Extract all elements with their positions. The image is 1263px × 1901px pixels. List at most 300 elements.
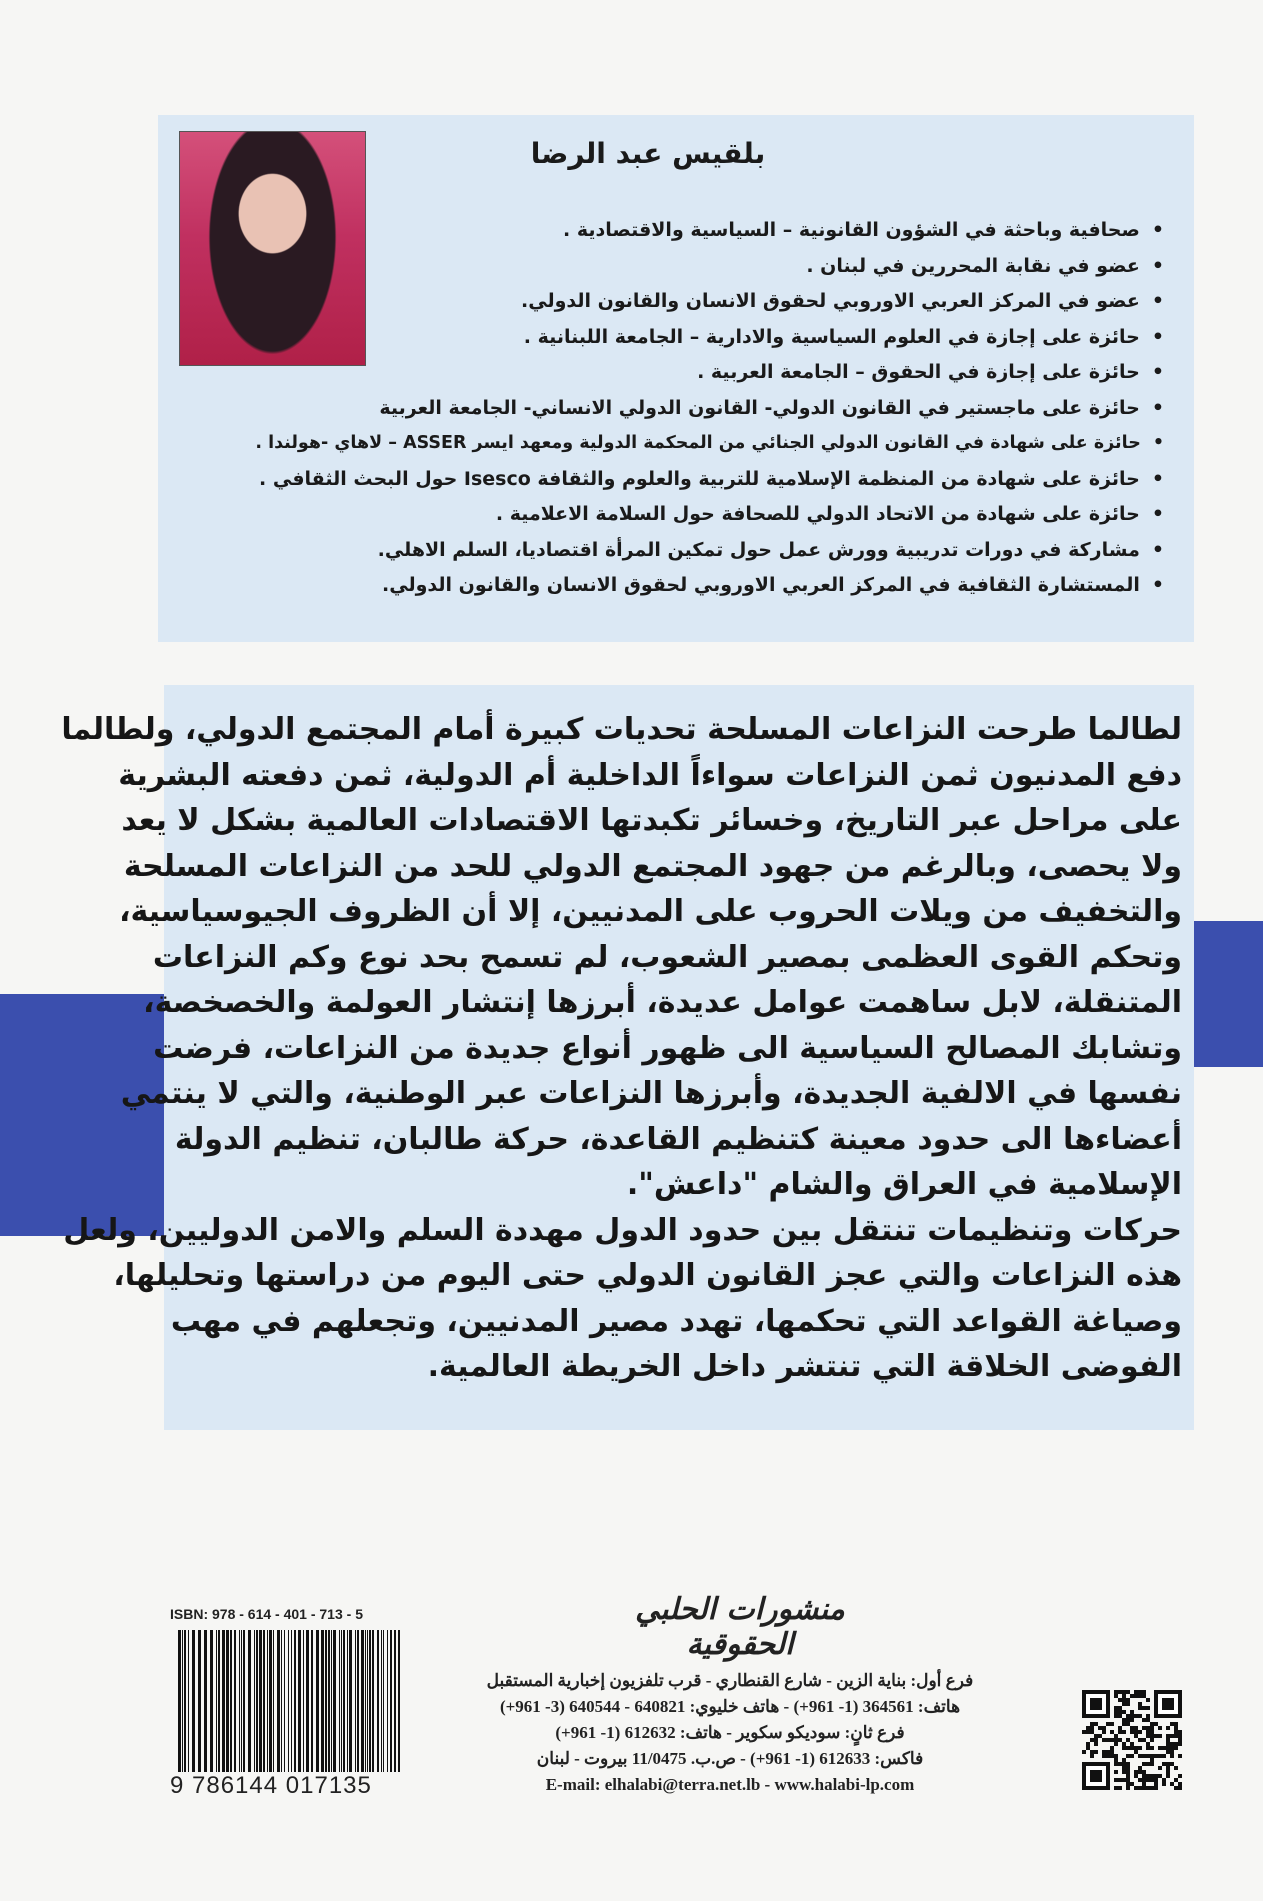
qr-module <box>1134 1774 1138 1778</box>
qr-module <box>1118 1786 1122 1790</box>
qr-module <box>1122 1766 1126 1770</box>
qr-module <box>1166 1742 1170 1746</box>
barcode-bar <box>204 1630 207 1776</box>
qr-module <box>1110 1730 1114 1734</box>
qr-module <box>1158 1754 1162 1758</box>
qr-module <box>1146 1762 1150 1766</box>
qr-module <box>1146 1754 1150 1758</box>
qr-module <box>1118 1698 1122 1702</box>
barcode-bar <box>291 1630 292 1776</box>
qr-module <box>1170 1734 1174 1738</box>
qr-module <box>1118 1762 1122 1766</box>
qr-module <box>1138 1730 1142 1734</box>
qr-module <box>1138 1706 1142 1710</box>
qr-module <box>1166 1738 1170 1742</box>
blurb-line: أعضاءها الى حدود معينة كتنظيم القاعدة، حركة طالبان، تنظيم الدولة <box>174 1121 1182 1157</box>
qr-module <box>1142 1718 1146 1722</box>
qr-module <box>1166 1762 1170 1766</box>
qr-module <box>1146 1786 1150 1790</box>
barcode-bar <box>321 1630 324 1776</box>
qr-module <box>1162 1754 1166 1758</box>
qr-module <box>1122 1722 1126 1726</box>
qr-module <box>1146 1774 1150 1778</box>
qr-module <box>1134 1734 1138 1738</box>
qr-module <box>1126 1774 1130 1778</box>
qr-module <box>1122 1770 1126 1774</box>
qr-module <box>1178 1754 1182 1758</box>
qr-module <box>1118 1690 1122 1694</box>
qr-module <box>1122 1746 1126 1750</box>
qr-module <box>1082 1730 1086 1734</box>
qr-module <box>1090 1730 1094 1734</box>
bio-item: • حائزة على شهادة في القانون الدولي الجنائي من المحكمة الدولية ومعهد ايسر ASSER – لاهاي -هولندا . <box>164 426 1164 462</box>
qr-module <box>1146 1778 1150 1782</box>
barcode-bar <box>241 1630 242 1776</box>
barcode-bar <box>361 1630 364 1776</box>
qr-module <box>1146 1706 1150 1710</box>
qr-module <box>1118 1730 1122 1734</box>
barcode-bar <box>239 1630 240 1776</box>
qr-module <box>1178 1738 1182 1742</box>
address-line: فاكس: 612633 (1- 961+) - ص.ب. 11/0475 بيروت - لبنان <box>536 1749 924 1768</box>
qr-module <box>1126 1698 1130 1702</box>
address-line: فرع ثانٍ: سوديكو سكوير - هاتف: 612632 (1- 961+) <box>555 1723 905 1742</box>
barcode-bar <box>387 1630 388 1776</box>
qr-module <box>1170 1746 1174 1750</box>
barcode-bar <box>333 1630 336 1776</box>
qr-module <box>1166 1746 1170 1750</box>
qr-module <box>1138 1690 1142 1694</box>
bio-item: • حائزة على شهادة من المنظمة الإسلامية للتربية والعلوم والثقافة Isesco حول البحث الثقافي . <box>164 462 1164 498</box>
qr-module <box>1102 1754 1106 1758</box>
qr-module <box>1122 1710 1126 1714</box>
qr-module <box>1110 1754 1114 1758</box>
blurb-line: والتخفيف من ويلات الحروب على المدنيين، إلا أن الظروف الجيوسياسية، <box>119 894 1182 929</box>
qr-module <box>1158 1774 1162 1778</box>
qr-module <box>1118 1738 1122 1742</box>
qr-module <box>1106 1750 1110 1754</box>
barcode-bar <box>381 1630 382 1776</box>
blurb-line: على مراحل عبر التاريخ، وخسائر تكبدتها الاقتصادات العالمية بشكل لا يعد <box>121 803 1182 838</box>
barcode-bar <box>284 1630 285 1776</box>
qr-module <box>1174 1766 1178 1770</box>
barcode-bar <box>303 1630 304 1776</box>
qr-module <box>1158 1726 1162 1730</box>
qr-module <box>1150 1758 1154 1762</box>
qr-module <box>1134 1786 1138 1790</box>
qr-finder <box>1090 1770 1102 1782</box>
qr-module <box>1138 1786 1142 1790</box>
blurb-line: وتحكم القوى العظمى بمصير الشعوب، لم تسمح بحد نوع وكم النزاعات <box>152 939 1182 975</box>
barcode-bar <box>311 1630 313 1776</box>
address-line: هاتف: 364561 (1- 961+) - هاتف خليوي: 640821 - 640544 (3- 961+) <box>499 1697 961 1716</box>
qr-module <box>1122 1758 1126 1762</box>
qr-module <box>1118 1778 1122 1782</box>
barcode-bar <box>288 1630 289 1776</box>
qr-module <box>1126 1766 1130 1770</box>
qr-module <box>1114 1694 1118 1698</box>
barcode-bar <box>316 1630 319 1776</box>
qr-module <box>1146 1742 1150 1746</box>
qr-module <box>1138 1746 1142 1750</box>
qr-module <box>1166 1726 1170 1730</box>
qr-module <box>1122 1698 1126 1702</box>
barcode-bar <box>243 1630 245 1776</box>
qr-module <box>1154 1722 1158 1726</box>
barcode-bar <box>349 1630 352 1776</box>
qr-module <box>1178 1742 1182 1746</box>
barcode-bar <box>367 1630 368 1776</box>
author-name: بلقيس عبد الرضا <box>530 137 766 170</box>
qr-module <box>1114 1754 1118 1758</box>
barcode-bar <box>369 1630 371 1776</box>
barcode-bar <box>248 1630 251 1776</box>
barcode-bar <box>256 1630 258 1776</box>
qr-module <box>1174 1726 1178 1730</box>
qr-module <box>1126 1782 1130 1786</box>
qr-module <box>1110 1750 1114 1754</box>
qr-module <box>1122 1730 1126 1734</box>
qr-module <box>1138 1714 1142 1718</box>
qr-module <box>1130 1726 1134 1730</box>
qr-module <box>1126 1786 1130 1790</box>
qr-module <box>1106 1754 1110 1758</box>
barcode-bar <box>328 1630 330 1776</box>
blurb-line: وصياغة القواعد التي تحكمها، تهدد مصير المدنيين، وتجعلهم في مهب <box>170 1303 1182 1339</box>
barcode-bar <box>365 1630 366 1776</box>
qr-module <box>1086 1730 1090 1734</box>
qr-module <box>1082 1750 1086 1754</box>
blurb-line: هذه النزاعات والتي عجز القانون الدولي حتى اليوم من دراستها وتحليلها، <box>113 1258 1182 1293</box>
qr-module <box>1102 1738 1106 1742</box>
qr-finder <box>1162 1698 1174 1710</box>
qr-module <box>1110 1722 1114 1726</box>
qr-module <box>1130 1754 1134 1758</box>
qr-module <box>1170 1762 1174 1766</box>
qr-module <box>1110 1746 1114 1750</box>
qr-module <box>1162 1782 1166 1786</box>
qr-module <box>1134 1770 1138 1774</box>
qr-module <box>1118 1714 1122 1718</box>
qr-module <box>1130 1714 1134 1718</box>
qr-finder <box>1090 1698 1102 1710</box>
barcode-bar <box>188 1630 189 1776</box>
qr-code-icon <box>1082 1690 1182 1790</box>
qr-module <box>1098 1726 1102 1730</box>
bio-item: • حائزة على إجازة في الحقوق – الجامعة العربية . <box>164 355 1164 391</box>
qr-module <box>1134 1690 1138 1694</box>
qr-module <box>1126 1714 1130 1718</box>
barcode-bar <box>377 1630 379 1776</box>
qr-module <box>1094 1734 1098 1738</box>
barcode-bar <box>254 1630 255 1776</box>
barcode-bar <box>198 1630 201 1776</box>
qr-module <box>1118 1706 1122 1710</box>
qr-module <box>1142 1770 1146 1774</box>
blurb-line: نفسها في الالفية الجديدة، وأبرزها النزاعات عبر الوطنية، والتي لا ينتمي <box>120 1076 1182 1111</box>
qr-module <box>1154 1786 1158 1790</box>
qr-module <box>1126 1718 1130 1722</box>
publisher-address <box>430 1668 1030 1798</box>
qr-module <box>1166 1766 1170 1770</box>
qr-module <box>1154 1774 1158 1778</box>
qr-module <box>1174 1742 1178 1746</box>
qr-module <box>1166 1770 1170 1774</box>
barcode-bar <box>306 1630 309 1776</box>
qr-module <box>1134 1714 1138 1718</box>
qr-module <box>1142 1738 1146 1742</box>
qr-module <box>1150 1722 1154 1726</box>
qr-module <box>1106 1722 1110 1726</box>
qr-module <box>1142 1726 1146 1730</box>
qr-module <box>1146 1718 1150 1722</box>
barcode-bar <box>277 1630 280 1776</box>
qr-module <box>1122 1778 1126 1782</box>
qr-module <box>1170 1782 1174 1786</box>
qr-module <box>1138 1778 1142 1782</box>
isbn-text: ISBN: 978 - 614 - 401 - 713 - 5 <box>170 1606 363 1622</box>
barcode-bar <box>298 1630 301 1776</box>
blurb-line: لطالما طرحت النزاعات المسلحة تحديات كبيرة أمام المجتمع الدولي، ولطالما <box>61 712 1182 747</box>
blurb-line: المتنقلة، لابل ساهمت عوامل عديدة، أبرزها إنتشار العولمة والخصخصة، <box>143 985 1182 1020</box>
qr-module <box>1174 1722 1178 1726</box>
qr-module <box>1174 1746 1178 1750</box>
qr-module <box>1114 1714 1118 1718</box>
blurb-text <box>61 707 1182 1390</box>
bio-item: • عضو في نقابة المحررين في لبنان . <box>164 249 1164 285</box>
qr-module <box>1114 1778 1118 1782</box>
qr-module <box>1154 1754 1158 1758</box>
qr-module <box>1178 1782 1182 1786</box>
qr-module <box>1130 1782 1134 1786</box>
qr-module <box>1178 1774 1182 1778</box>
barcode-bar <box>281 1630 282 1776</box>
barcode-bar <box>218 1630 220 1776</box>
qr-module <box>1154 1778 1158 1782</box>
qr-module <box>1126 1754 1130 1758</box>
barcode-bar <box>383 1630 384 1776</box>
barcode-bar <box>390 1630 392 1776</box>
decorative-blue-band-right <box>1190 921 1263 1067</box>
barcode-bar <box>178 1630 181 1776</box>
qr-module <box>1170 1750 1174 1754</box>
qr-module <box>1086 1726 1090 1730</box>
bio-item: • عضو في المركز العربي الاوروبي لحقوق الانسان والقانون الدولي. <box>164 284 1164 320</box>
qr-module <box>1150 1726 1154 1730</box>
bio-item: • حائزة على شهادة من الاتحاد الدولي للصحافة حول السلامة الاعلامية . <box>164 497 1164 533</box>
qr-module <box>1142 1786 1146 1790</box>
qr-module <box>1178 1734 1182 1738</box>
qr-module <box>1158 1734 1162 1738</box>
bio-item: • المستشارة الثقافية في المركز العربي الاوروبي لحقوق الانسان والقانون الدولي. <box>164 568 1164 604</box>
qr-module <box>1134 1694 1138 1698</box>
qr-module <box>1154 1782 1158 1786</box>
qr-module <box>1114 1762 1118 1766</box>
qr-module <box>1090 1726 1094 1730</box>
qr-module <box>1142 1690 1146 1694</box>
qr-module <box>1138 1702 1142 1706</box>
barcode-bar <box>269 1630 272 1776</box>
barcode-bar <box>210 1630 213 1776</box>
address-line: فرع أول: بناية الزين - شارع القنطاري - قرب تلفزيون إخبارية المستقبل <box>486 1671 974 1690</box>
qr-module <box>1134 1726 1138 1730</box>
qr-module <box>1122 1742 1126 1746</box>
qr-module <box>1098 1734 1102 1738</box>
qr-module <box>1114 1742 1118 1746</box>
qr-module <box>1162 1746 1166 1750</box>
qr-module <box>1154 1734 1158 1738</box>
qr-module <box>1094 1722 1098 1726</box>
qr-module <box>1130 1742 1134 1746</box>
qr-module <box>1150 1730 1154 1734</box>
qr-module <box>1142 1774 1146 1778</box>
blurb-panel <box>61 685 1194 1430</box>
blurb-line: وتشابك المصالح السياسية الى ظهور أنواع جديدة من النزاعات، فرضت <box>153 1030 1182 1066</box>
qr-module <box>1162 1762 1166 1766</box>
qr-module <box>1158 1746 1162 1750</box>
qr-module <box>1122 1718 1126 1722</box>
qr-module <box>1094 1738 1098 1742</box>
qr-module <box>1150 1786 1154 1790</box>
qr-module <box>1142 1778 1146 1782</box>
barcode-bar <box>325 1630 327 1776</box>
qr-module <box>1130 1746 1134 1750</box>
qr-module <box>1150 1754 1154 1758</box>
qr-module <box>1114 1786 1118 1790</box>
qr-module <box>1130 1710 1134 1714</box>
qr-module <box>1094 1742 1098 1746</box>
qr-module <box>1170 1722 1174 1726</box>
qr-module <box>1150 1762 1154 1766</box>
qr-module <box>1150 1778 1154 1782</box>
barcode-bar <box>182 1630 183 1776</box>
qr-module <box>1126 1770 1130 1774</box>
barcode-bar <box>343 1630 345 1776</box>
qr-module <box>1146 1698 1150 1702</box>
qr-module <box>1150 1774 1154 1778</box>
qr-module <box>1138 1738 1142 1742</box>
qr-module <box>1146 1734 1150 1738</box>
qr-module <box>1174 1786 1178 1790</box>
qr-module <box>1090 1722 1094 1726</box>
qr-module <box>1114 1738 1118 1742</box>
qr-module <box>1174 1778 1178 1782</box>
qr-module <box>1178 1786 1182 1790</box>
qr-module <box>1138 1766 1142 1770</box>
bio-item: • صحافية وباحثة في الشؤون القانونية – السياسية والاقتصادية . <box>164 213 1164 249</box>
qr-module <box>1166 1750 1170 1754</box>
qr-module <box>1162 1778 1166 1782</box>
qr-module <box>1130 1718 1134 1722</box>
qr-module <box>1138 1754 1142 1758</box>
barcode-bar <box>259 1630 262 1776</box>
qr-module <box>1122 1694 1126 1698</box>
qr-module <box>1126 1762 1130 1766</box>
qr-module <box>1086 1742 1090 1746</box>
qr-module <box>1114 1710 1118 1714</box>
barcode-digits: 9 786144 017135 <box>170 1772 410 1800</box>
qr-module <box>1150 1746 1154 1750</box>
qr-module <box>1142 1762 1146 1766</box>
barcode-bar <box>230 1630 232 1776</box>
barcode-bar <box>267 1630 268 1776</box>
qr-module <box>1138 1770 1142 1774</box>
barcode-bar <box>294 1630 296 1776</box>
qr-module <box>1150 1738 1154 1742</box>
qr-module <box>1142 1782 1146 1786</box>
qr-module <box>1086 1746 1090 1750</box>
qr-module <box>1130 1730 1134 1734</box>
author-bio-panel <box>158 115 1194 642</box>
barcode-bar <box>184 1630 186 1776</box>
bio-item: • حائزة على إجازة في العلوم السياسية والادارية – الجامعة اللبنانية . <box>164 320 1164 356</box>
qr-module <box>1094 1750 1098 1754</box>
qr-module <box>1114 1690 1118 1694</box>
qr-module <box>1142 1694 1146 1698</box>
qr-module <box>1114 1758 1118 1762</box>
publisher-logo: منشورات الحلبي الحقوقية <box>635 1592 845 1662</box>
barcode-bar <box>331 1630 332 1776</box>
qr-module <box>1114 1706 1118 1710</box>
qr-module <box>1114 1734 1118 1738</box>
qr-module <box>1158 1766 1162 1770</box>
qr-module <box>1106 1738 1110 1742</box>
qr-module <box>1110 1738 1114 1742</box>
qr-module <box>1166 1734 1170 1738</box>
qr-module <box>1090 1750 1094 1754</box>
qr-module <box>1126 1690 1130 1694</box>
qr-module <box>1134 1750 1138 1754</box>
blurb-line: حركات وتنظيمات تنتقل بين حدود الدول مهددة السلم والامن الدوليين، ولعل <box>63 1212 1182 1248</box>
barcode-bar <box>263 1630 265 1776</box>
qr-module <box>1146 1730 1150 1734</box>
qr-module <box>1146 1714 1150 1718</box>
address-line: E-mail: elhalabi@terra.net.lb - www.halabi-lp.com <box>545 1775 915 1794</box>
barcode-bar <box>192 1630 195 1776</box>
barcode-bar <box>355 1630 356 1776</box>
qr-module <box>1138 1694 1142 1698</box>
barcode-bar <box>216 1630 217 1776</box>
barcode-bar <box>394 1630 396 1776</box>
qr-module <box>1170 1754 1174 1758</box>
blurb-line: ولا يحصى، وبالرغم من جهود المجتمع الدولي للحد من النزاعات المسلحة <box>123 848 1182 884</box>
barcode-bar <box>222 1630 225 1776</box>
barcode-bar <box>226 1630 229 1776</box>
barcode-bar <box>341 1630 342 1776</box>
qr-module <box>1118 1710 1122 1714</box>
qr-module <box>1174 1734 1178 1738</box>
barcode-bar <box>339 1630 340 1776</box>
qr-module <box>1134 1730 1138 1734</box>
blurb-line: دفع المدنيون ثمن النزاعات سواءاً الداخلية أم الدولية، ثمن دفعته البشرية <box>118 757 1182 793</box>
qr-module <box>1134 1746 1138 1750</box>
qr-module <box>1174 1730 1178 1734</box>
qr-module <box>1090 1754 1094 1758</box>
qr-module <box>1118 1726 1122 1730</box>
barcode-bar <box>347 1630 348 1776</box>
barcode-icon <box>170 1630 406 1776</box>
qr-module <box>1102 1726 1106 1730</box>
qr-module <box>1126 1778 1130 1782</box>
qr-module <box>1090 1738 1094 1742</box>
barcode-bar <box>357 1630 359 1776</box>
qr-module <box>1126 1746 1130 1750</box>
qr-module <box>1142 1706 1146 1710</box>
barcode-bar <box>372 1630 374 1776</box>
qr-module <box>1122 1762 1126 1766</box>
qr-module <box>1142 1754 1146 1758</box>
qr-module <box>1178 1730 1182 1734</box>
